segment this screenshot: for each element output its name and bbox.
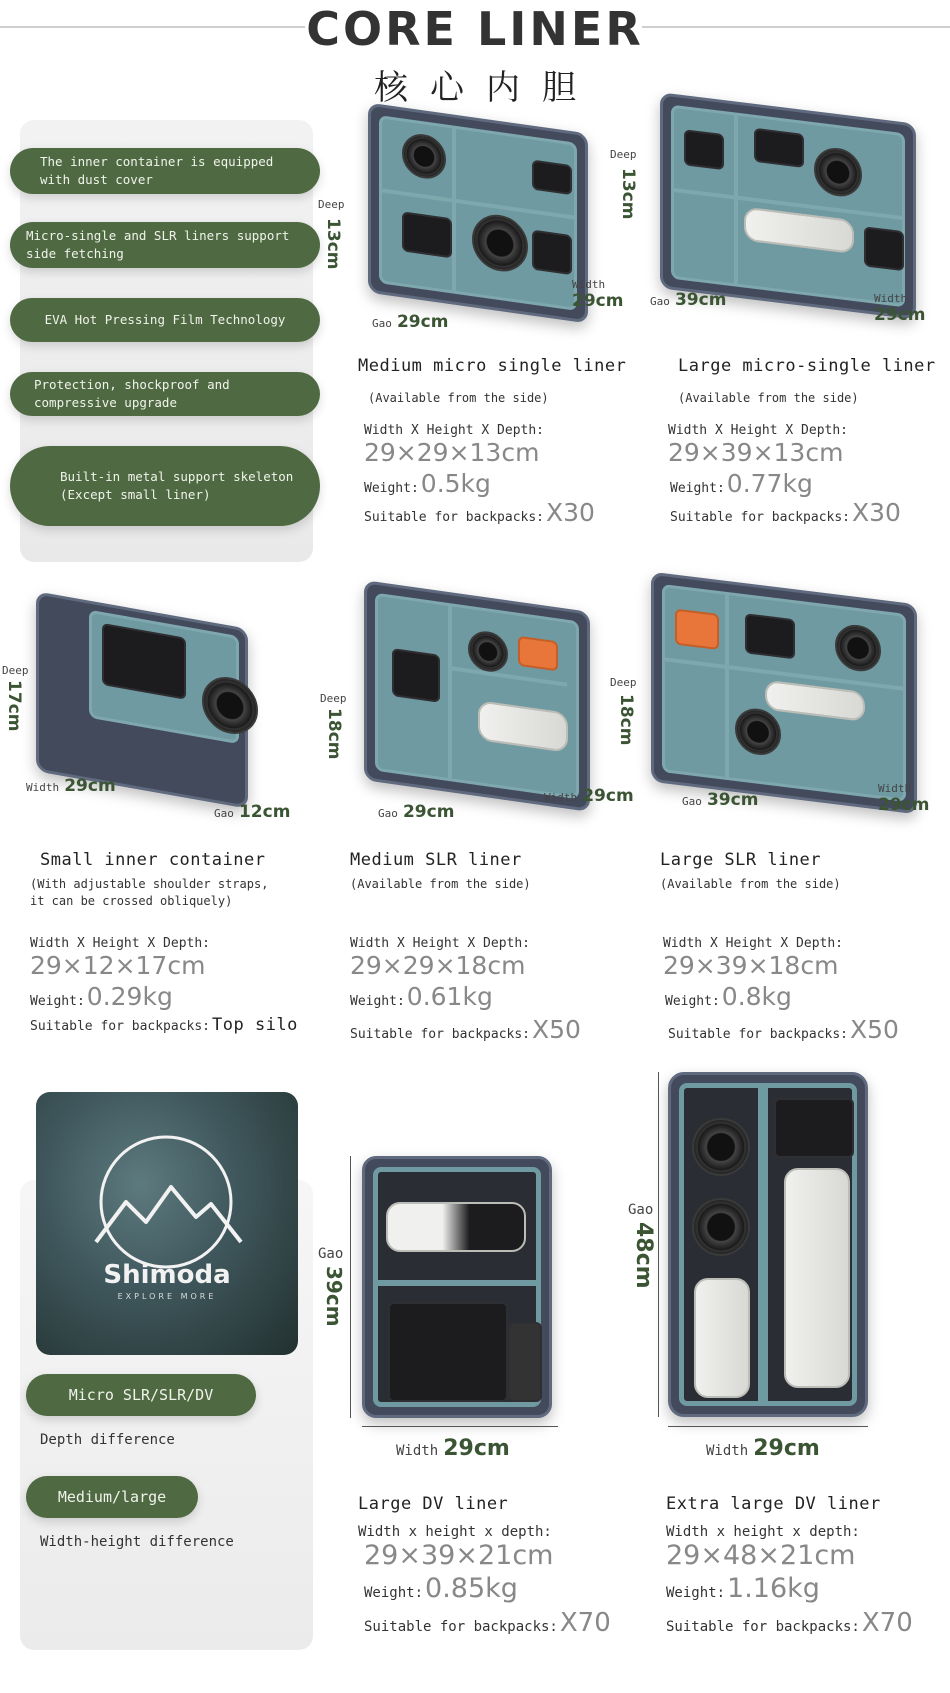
product-backpacks: X50 [532, 1015, 581, 1044]
xl-dv-width-line [668, 1426, 868, 1427]
medium-micro-deep-value: 13cm [323, 218, 343, 270]
product-weight: 0.77kg [726, 469, 813, 498]
dims-label: Width x height x depth: [666, 1524, 860, 1540]
product-backpacks: Top silo [212, 1015, 298, 1035]
medium-slr-deep-key: Deep [320, 692, 347, 705]
product-note: (Available from the side) [368, 391, 549, 405]
weight-label: Weight: [30, 994, 85, 1009]
product-size: 29×29×18cm [350, 951, 526, 980]
brand-name: Shimoda [103, 1260, 231, 1290]
small-width-dim: Width 29cm [26, 776, 116, 796]
product-name: Medium micro single liner [358, 356, 627, 376]
large-micro-deep-value: 13cm [618, 168, 638, 220]
product-weight: 0.85kg [425, 1573, 518, 1604]
medium-slr-gao-dim: Gao 29cm [378, 802, 455, 822]
product-size: 29×12×17cm [30, 951, 206, 980]
product-weight: 0.8kg [721, 982, 792, 1011]
medium-micro-liner-image [358, 108, 598, 323]
product-size: 29×39×18cm [663, 951, 839, 980]
product-size: 29×29×13cm [364, 438, 540, 467]
dims-label: Width X Height X Depth: [364, 423, 545, 438]
product-note: (Available from the side) [660, 877, 841, 891]
dims-label: Width X Height X Depth: [30, 936, 211, 951]
product-size: 29×48×21cm [666, 1540, 856, 1571]
feature-dust-cover: The inner container is equipped with dust cover [10, 148, 320, 194]
large-dv-liner-image [362, 1156, 552, 1418]
large-dv-height-line [350, 1156, 351, 1418]
xl-dv-gao-key: Gao [628, 1202, 654, 1218]
product-name: Small inner container [40, 850, 266, 870]
large-micro-deep-key: Deep [610, 148, 637, 161]
compare-text-width-height: Width-height difference [40, 1534, 234, 1550]
dims-label: Width X Height X Depth: [663, 936, 844, 951]
spec-large-slr [660, 850, 948, 1044]
product-weight: 0.29kg [86, 982, 173, 1011]
large-slr-deep-value: 18cm [616, 694, 636, 746]
dims-label: Width X Height X Depth: [668, 423, 849, 438]
backpacks-label: Suitable for backpacks: [30, 1019, 211, 1034]
weight-label: Weight: [364, 481, 419, 496]
backpacks-label: Suitable for backpacks: [670, 510, 851, 525]
dims-label: Width x height x depth: [358, 1524, 552, 1540]
xl-dv-liner-image [668, 1072, 868, 1417]
product-weight: 0.61kg [406, 982, 493, 1011]
weight-label: Weight: [666, 1585, 726, 1601]
compare-text-depth: Depth difference [40, 1432, 175, 1448]
brand-tagline: EXPLORE MORE [117, 1292, 217, 1301]
feature-protection: Protection, shockproof and compressive upgrade [10, 372, 320, 416]
product-name: Large SLR liner [660, 850, 822, 870]
large-dv-width-line [362, 1426, 558, 1427]
brand-logo-icon [36, 1092, 298, 1355]
product-note: (Available from the side) [350, 877, 531, 891]
product-size: 29×39×13cm [668, 438, 844, 467]
product-weight: 1.16kg [727, 1573, 820, 1604]
feature-metal-skeleton: Built-in metal support skeleton (Except small liner) [10, 446, 320, 526]
compare-pill-depth: Micro SLR/SLR/DV [26, 1374, 256, 1416]
large-micro-width-dim: Width 29cm [874, 292, 926, 325]
small-deep-key: Deep [2, 664, 29, 677]
small-deep-value: 17cm [4, 680, 24, 732]
large-dv-gao-key: Gao [318, 1246, 344, 1262]
backpacks-label: Suitable for backpacks: [364, 1619, 558, 1635]
large-micro-gao-dim: Gao 39cm [650, 290, 727, 310]
backpacks-label: Suitable for backpacks: [668, 1027, 849, 1042]
spec-small [30, 850, 320, 1035]
large-dv-width-dim: Width 29cm [396, 1436, 510, 1461]
page-title: CORE LINER [306, 2, 644, 56]
backpacks-label: Suitable for backpacks: [364, 510, 545, 525]
spec-large-micro [668, 356, 948, 527]
weight-label: Weight: [665, 994, 720, 1009]
product-backpacks: X30 [546, 498, 595, 527]
page-subtitle: 核心内胆 [374, 68, 598, 108]
large-micro-liner-image [652, 98, 922, 318]
feature-eva-film: EVA Hot Pressing Film Technology [10, 298, 320, 342]
product-backpacks: X50 [850, 1015, 899, 1044]
medium-micro-width-dim: Width 29cm [572, 278, 624, 311]
product-name: Large DV liner [358, 1494, 509, 1514]
large-dv-gao-value: 39cm [322, 1266, 346, 1327]
product-name: Extra large DV liner [666, 1494, 881, 1514]
product-note: (Available from the side) [678, 391, 859, 405]
backpacks-label: Suitable for backpacks: [350, 1027, 531, 1042]
medium-micro-deep-key: Deep [318, 198, 345, 211]
product-backpacks: X70 [861, 1608, 913, 1638]
product-weight: 0.5kg [420, 469, 491, 498]
xl-dv-width-dim: Width 29cm [706, 1436, 820, 1461]
medium-slr-width-dim: Width 29cm [544, 786, 634, 806]
product-note: (With adjustable shoulder straps, it can be crossed obliquely) [30, 877, 269, 908]
compare-pill-width-height: Medium/large [26, 1476, 198, 1518]
large-slr-width-dim: Width 29cm [878, 782, 930, 815]
large-slr-deep-key: Deep [610, 676, 637, 689]
spec-medium-micro [358, 356, 638, 527]
weight-label: Weight: [670, 481, 725, 496]
product-size: 29×39×21cm [364, 1540, 554, 1571]
product-backpacks: X30 [852, 498, 901, 527]
weight-label: Weight: [364, 1585, 424, 1601]
backpacks-label: Suitable for backpacks: [666, 1619, 860, 1635]
medium-slr-deep-value: 18cm [324, 708, 344, 760]
dims-label: Width X Height X Depth: [350, 936, 531, 951]
spec-large-dv [358, 1494, 648, 1638]
product-name: Medium SLR liner [350, 850, 522, 870]
feature-side-fetching: Micro-single and SLR liners support side fetching [10, 222, 320, 268]
medium-micro-gao-dim: Gao 29cm [372, 312, 449, 332]
weight-label: Weight: [350, 994, 405, 1009]
xl-dv-gao-value: 48cm [631, 1222, 656, 1289]
medium-slr-liner-image [358, 586, 598, 808]
brand-card [36, 1092, 298, 1355]
product-backpacks: X70 [559, 1608, 611, 1638]
xl-dv-height-line [658, 1072, 659, 1417]
product-name: Large micro-single liner [678, 356, 936, 376]
spec-medium-slr [350, 850, 640, 1044]
spec-xl-dv [666, 1494, 948, 1638]
large-slr-gao-dim: Gao 39cm [682, 790, 759, 810]
small-gao-dim: Gao 12cm [214, 802, 291, 822]
